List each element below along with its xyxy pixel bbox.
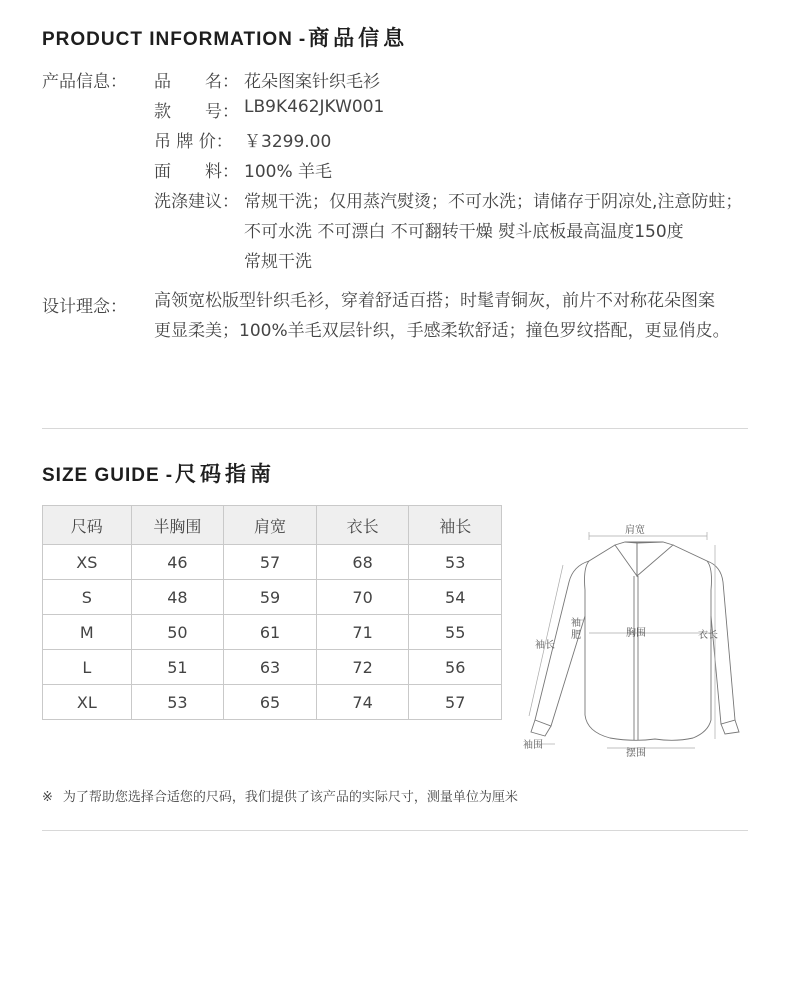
cell-sleeve: 56 (409, 650, 502, 685)
table-row (43, 580, 502, 615)
cell-sleeve: 57 (409, 685, 502, 720)
table-row (43, 615, 502, 650)
label-cuff: 袖围 (523, 740, 543, 751)
cell-sleeve: 55 (409, 615, 502, 650)
cell-shoulder: 59 (224, 580, 317, 615)
table-row (43, 545, 502, 580)
product-info-title (42, 22, 408, 52)
label-hem: 摆围 (626, 748, 646, 759)
size-note (42, 786, 518, 805)
sku-label: 款 号： (154, 102, 239, 122)
cell-size: M (43, 615, 132, 650)
label-body-length: 衣长 (698, 630, 718, 641)
header-length: 衣长 (316, 506, 409, 545)
name-value: 花朵图案针织毛衫 (244, 72, 380, 92)
note-text: 为了帮助您选择合适您的尺码，我们提供了该产品的实际尺寸，测量单位为厘米 (62, 790, 518, 805)
title-separator: - (298, 29, 306, 50)
product-info-label: 产品信息： (42, 72, 127, 92)
cell-shoulder: 65 (224, 685, 317, 720)
fabric-label: 面 料： (154, 162, 239, 182)
cell-sleeve: 54 (409, 580, 502, 615)
wash-value: 常规干洗；仅用蒸汽熨烫；不可水洗；请储存于阴凉处,注意防蛀； (244, 192, 743, 212)
design-text (154, 286, 730, 346)
name-label: 品 名： (154, 72, 239, 92)
header-sleeve: 袖长 (409, 506, 502, 545)
note-mark: ※ (42, 790, 53, 805)
title-en: SIZE GUIDE (42, 465, 160, 486)
label-shoulder: 肩宽 (625, 525, 645, 536)
cell-length: 68 (316, 545, 409, 580)
header-half-chest: 半胸围 (131, 506, 224, 545)
cell-size: S (43, 580, 132, 615)
cell-half-chest: 53 (131, 685, 224, 720)
title-en: PRODUCT INFORMATION (42, 29, 293, 50)
cell-length: 72 (316, 650, 409, 685)
size-table-header (43, 506, 502, 545)
shirt-measurement-diagram (515, 520, 755, 765)
cell-shoulder: 63 (224, 650, 317, 685)
wash-extra-text: 常规干洗 (244, 252, 312, 272)
design-line: 高领宽松版型针织毛衫，穿着舒适百搭；时髦青铜灰，前片不对称花朵图案 (154, 291, 715, 311)
table-row (43, 650, 502, 685)
header-shoulder: 肩宽 (224, 506, 317, 545)
title-cn: 尺码指南 (175, 463, 276, 486)
cell-half-chest: 51 (131, 650, 224, 685)
wash-label: 洗涤建议： (154, 192, 239, 212)
cell-size: L (43, 650, 132, 685)
design-label: 设计理念： (42, 297, 127, 317)
cell-length: 71 (316, 615, 409, 650)
title-cn: 商品信息 (308, 27, 409, 50)
label-sleeve-width-2: 肥 (571, 630, 581, 641)
cell-half-chest: 46 (131, 545, 224, 580)
sku-value: LB9K462JKW001 (244, 97, 385, 117)
table-row (43, 685, 502, 720)
label-chest: 胸围 (626, 628, 646, 639)
design-line: 更显柔美；100%羊毛双层针织，手感柔软舒适；撞色罗纹搭配，更显俏皮。 (154, 321, 730, 341)
divider (42, 830, 748, 831)
price-label: 吊 牌 价： (154, 132, 233, 152)
cell-size: XS (43, 545, 132, 580)
label-sleeve-width-1: 袖 (571, 618, 581, 629)
fabric-value: 100% 羊毛 (244, 162, 333, 182)
cell-length: 74 (316, 685, 409, 720)
wash-extra-text: 不可水洗 不可漂白 不可翻转干燥 熨斗底板最高温度150度 (244, 222, 684, 242)
title-separator: - (165, 465, 173, 486)
label-sleeve-length: 袖长 (535, 640, 555, 651)
header-size: 尺码 (43, 506, 132, 545)
divider (42, 428, 748, 429)
cell-length: 70 (316, 580, 409, 615)
cell-half-chest: 48 (131, 580, 224, 615)
cell-half-chest: 50 (131, 615, 224, 650)
size-table (42, 505, 502, 720)
size-guide-title (42, 458, 275, 488)
cell-sleeve: 53 (409, 545, 502, 580)
cell-shoulder: 57 (224, 545, 317, 580)
price-value: ￥3299.00 (244, 132, 332, 152)
cell-shoulder: 61 (224, 615, 317, 650)
cell-size: XL (43, 685, 132, 720)
